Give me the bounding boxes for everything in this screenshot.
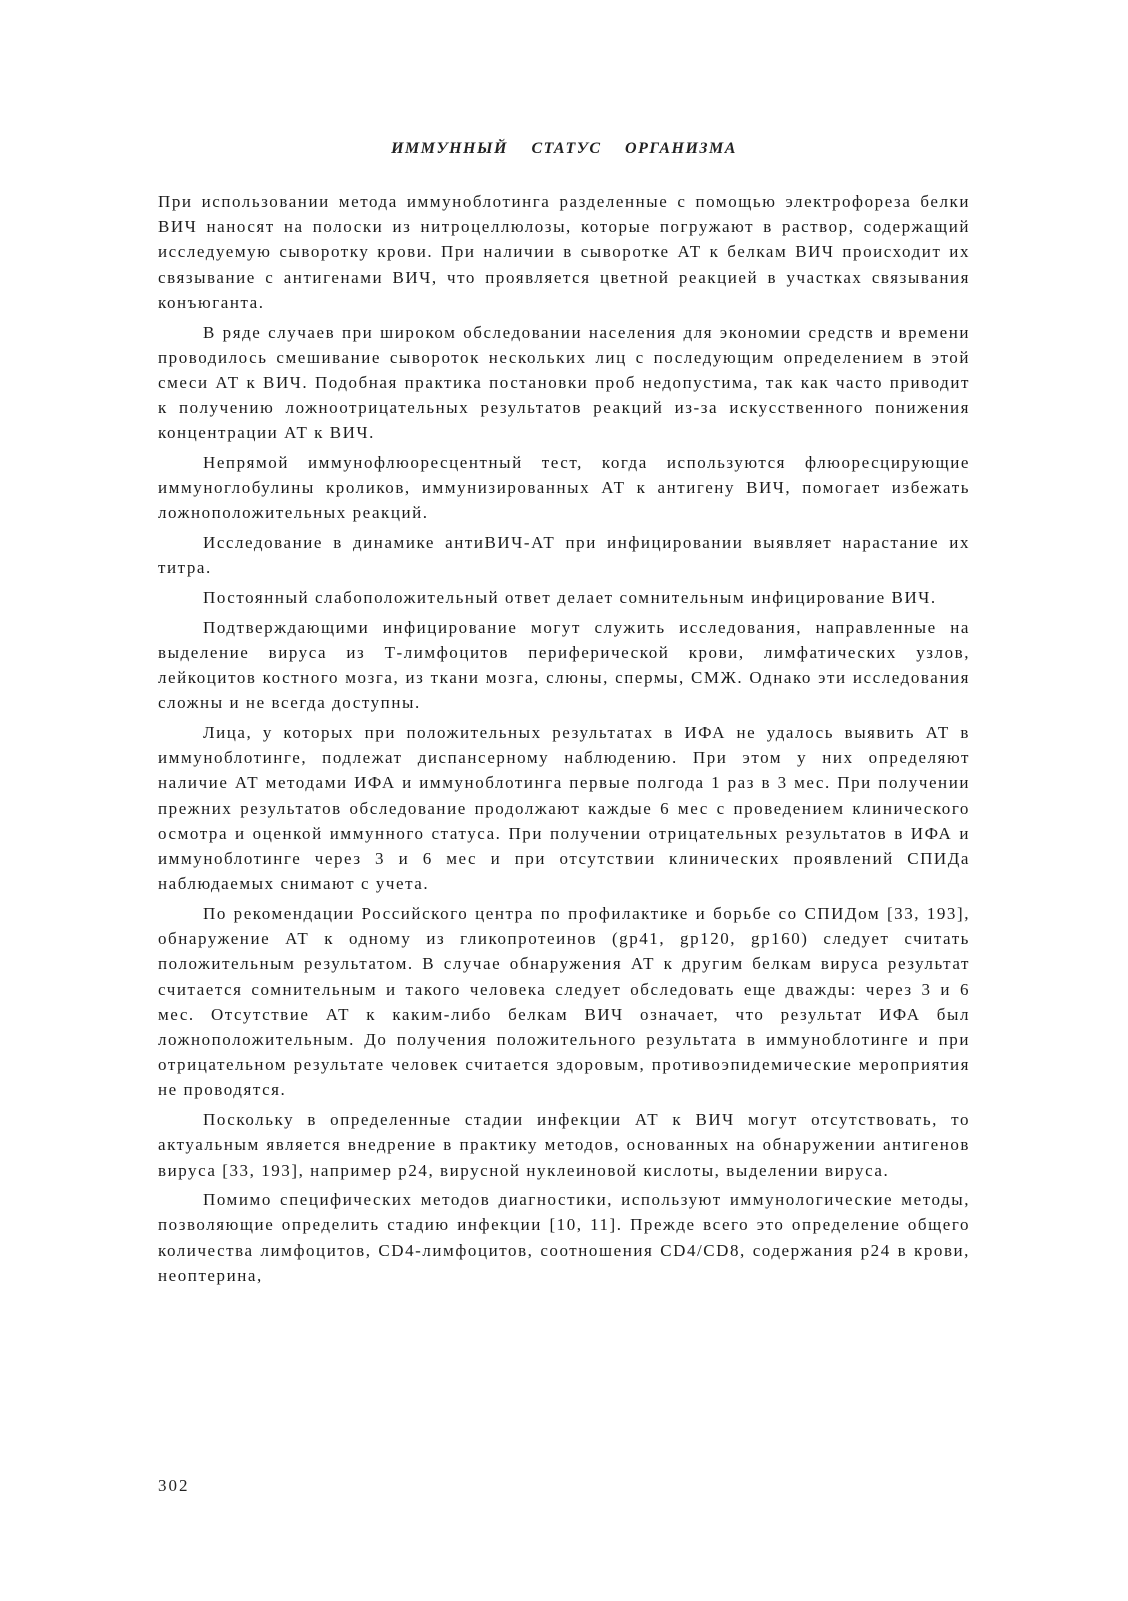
paragraph-serum-pooling: В ряде случаев при широком обследовании населения для экономии средств и времени проводилось смешивание сывороток нескольких лиц с последующим определением в этой смеси АТ к ВИЧ. Подобная практика постановки проб недопустима, так как часто приводит к получению ложноотрицательных результатов реакций из-за искусственного понижения концентрации АТ к ВИЧ. xyxy=(158,322,970,443)
paragraph-antigen-detection: Поскольку в определенные стадии инфекции АТ к ВИЧ могут отсутствовать, то актуальным является внедрение в практику методов, основанных на обнаружении антигенов вируса [33, 193], например р24, вирусной нуклеиновой кислоты, выделении вируса. xyxy=(158,1110,970,1180)
paragraph-observation: Лица, у которых при положительных результатах в ИФА не удалось выявить АТ в иммуноблотинге, подлежат диспансерному наблюдению. При этом у них определяют наличие АТ методами ИФА и иммуноблотинга первые полгода 1 раз в 3 мес. При получении прежних результатов обследование продолжают каждые 6 мес с проведением клинического осмотра и оценкой иммунного статуса. При получении отрицательных результатов в ИФА и иммуноблотинге через 3 и 6 мес и при отсутствии клинических проявлений СПИДа наблюдаемых снимают с учета. xyxy=(158,723,970,894)
paragraph-immunoblotting: При использовании метода иммуноблотинга разделенные с помощью электрофореза белки ВИЧ наносят на полоски из нитроцеллюлозы, которые погружают в раствор, содержащий исследуемую сыворотку крови. При наличии в сыворотке АТ к белкам ВИЧ происходит их связывание с антигенами ВИЧ, что проявляется цветной реакцией в участках связывания конъюганта. xyxy=(158,192,970,312)
paragraph-recommendations: По рекомендации Российского центра по профилактике и борьбе со СПИДом [33, 193], обнаружение АТ к одному из гликопротеинов (gp41, gp120, gp160) следует считать положительным результатом. В случае обнаружения АТ к другим белкам вируса результат считается сомнительным и такого человека следует обследовать еще дважды: через 3 и 6 мес. Отсутствие АТ к каким-либо белкам ВИЧ означает, что результат ИФА был ложноположительным. До получения положительного результата в иммуноблотинге и при отрицательном результате человек считается здоровым, противоэпидемические мероприятия не проводятся. xyxy=(158,903,970,1100)
paragraph-weak-positive: Постоянный слабоположительный ответ делает сомнительным инфицирование ВИЧ. xyxy=(203,588,937,608)
running-title: ИММУННЫЙ СТАТУС ОРГАНИЗМА xyxy=(391,140,737,157)
page-number: 302 xyxy=(158,1476,190,1495)
body-text xyxy=(158,189,970,1293)
paragraph-confirmation: Подтверждающими инфицирование могут служить исследования, направленные на выделение вируса из Т-лимфоцитов периферической крови, лимфатических узлов, лейкоцитов костного мозга, из ткани мозга, слюны, спермы, СМЖ. Однако эти исследования сложны и не всегда доступны. xyxy=(158,617,970,713)
paragraph-dynamics: Исследование в динамике антиВИЧ-АТ при инфицировании выявляет нарастание их титра. xyxy=(158,533,970,578)
paragraph-immunofluorescence: Непрямой иммунофлюоресцентный тест, когда используются флюоресцирующие иммуноглобулины кроликов, иммунизированных АТ к антигену ВИЧ, помогает избежать ложноположительных реакций. xyxy=(158,453,970,523)
paragraph-immunologic-methods: Помимо специфических методов диагностики, используют иммунологические методы, позволяющие определить стадию инфекции [10, 11]. Прежде всего это определение общего количества лимфоцитов, CD4-лимфоцитов, соотношения CD4/CD8, содержания р24 в крови, неоптерина, xyxy=(158,1190,970,1285)
